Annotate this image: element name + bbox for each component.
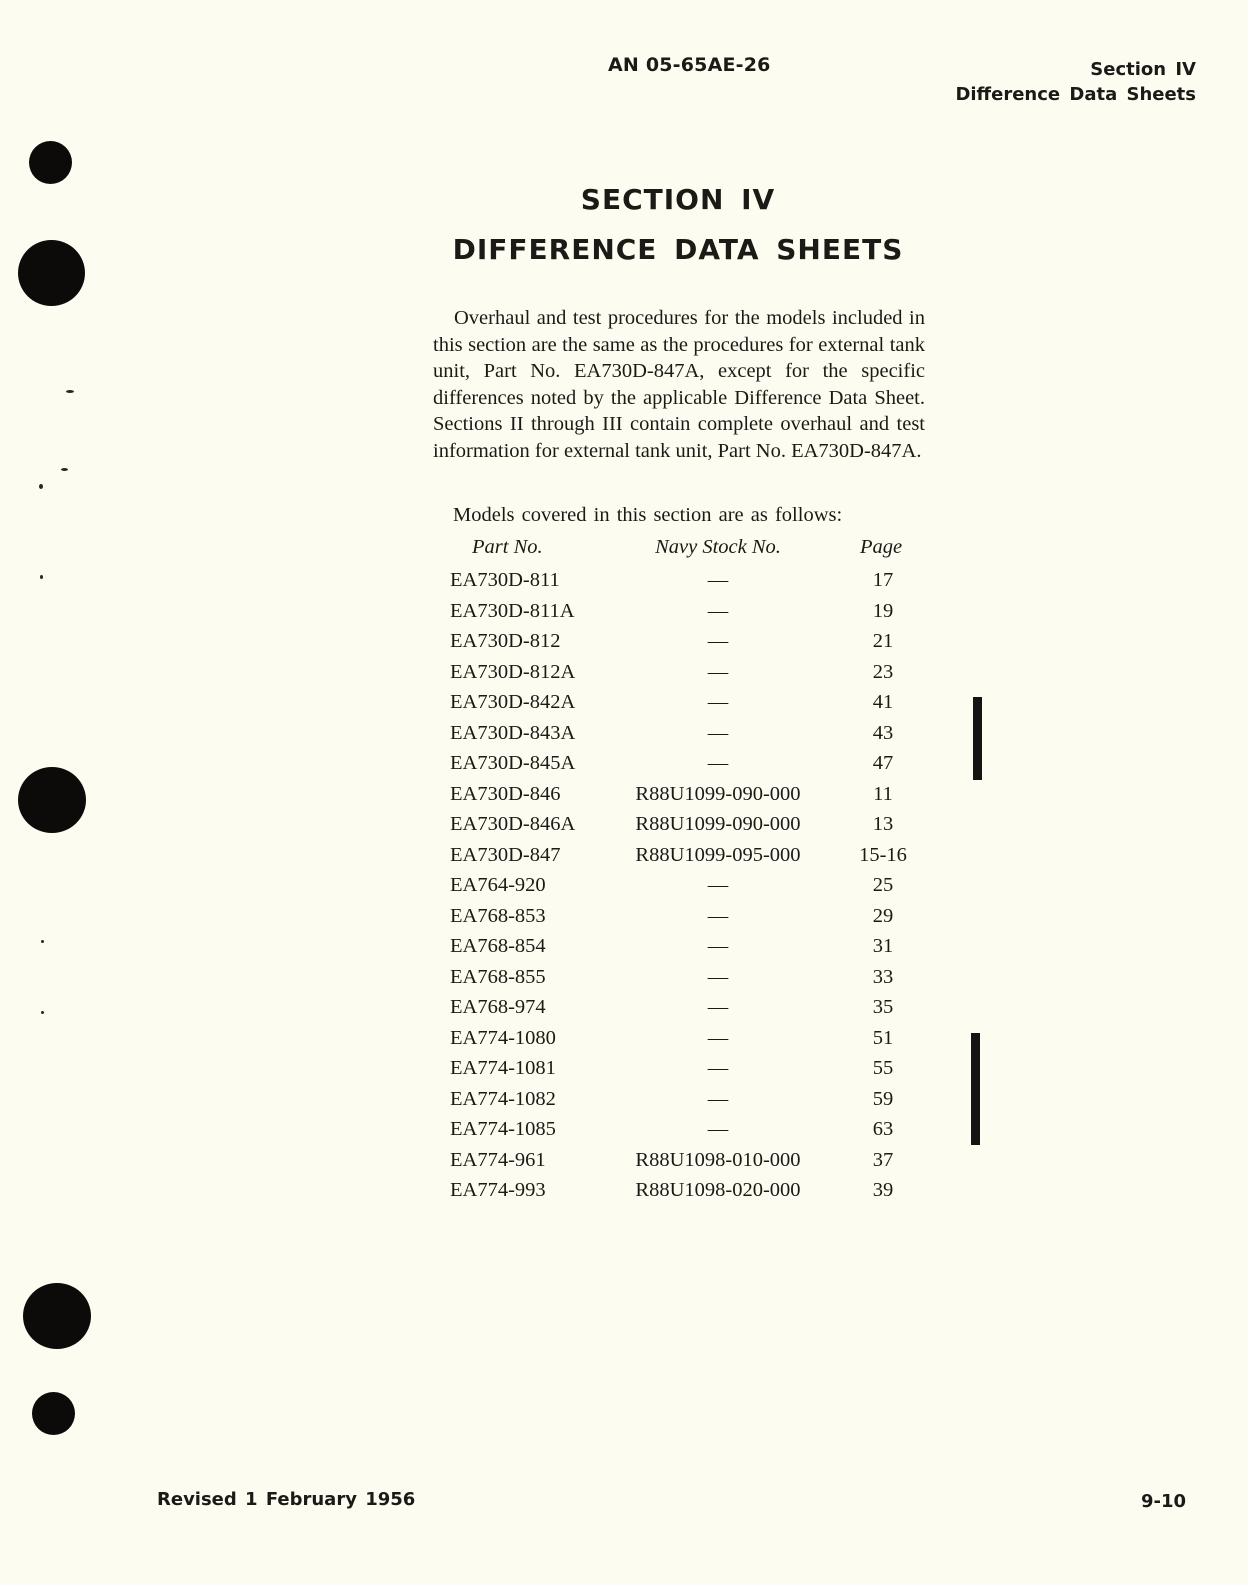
table-row bbox=[440, 1118, 920, 1149]
part-no: EA768-853 bbox=[450, 904, 546, 927]
table-row bbox=[440, 1088, 920, 1119]
table-row bbox=[440, 600, 920, 631]
part-no: EA730D-812 bbox=[450, 630, 561, 652]
section-subtitle: Difference Data Sheets bbox=[955, 84, 1196, 105]
page-ref: 11 bbox=[873, 782, 893, 805]
page-ref: 63 bbox=[872, 1118, 894, 1140]
table-row bbox=[440, 752, 920, 783]
navy-stock-no: — bbox=[707, 965, 729, 988]
part-no: EA730D-846A bbox=[450, 813, 576, 835]
part-no: EA730D-812A bbox=[450, 660, 576, 683]
page-ref: 21 bbox=[872, 630, 894, 652]
part-no: EA764-920 bbox=[450, 874, 546, 896]
navy-stock-no: R88U1099-090-000 bbox=[635, 782, 801, 805]
table-row bbox=[440, 844, 920, 875]
navy-stock-no: — bbox=[707, 1026, 729, 1049]
table-row bbox=[440, 783, 920, 814]
table-row bbox=[440, 996, 920, 1027]
page-ref: 41 bbox=[872, 691, 894, 713]
scan-speck bbox=[40, 575, 43, 579]
intro-paragraph: Overhaul and test procedures for the models included in this section are the same as the procedures for external tank unit, Part No. EA730D-847A, except for the specific differences noted by the applicable Difference Data Sheet. Sections II through III contain complete overhaul and test information for external tank unit, Part No. EA730D-847A. bbox=[433, 307, 925, 462]
punch-hole bbox=[23, 1283, 91, 1349]
part-no: EA730D-842A bbox=[450, 691, 576, 713]
part-no: EA730D-847 bbox=[450, 843, 561, 866]
section-label: Section IV bbox=[1090, 59, 1196, 80]
part-no: EA730D-845A bbox=[450, 752, 576, 774]
part-no: EA730D-811 bbox=[450, 569, 560, 591]
navy-stock-no: — bbox=[707, 630, 729, 652]
part-no: EA774-1082 bbox=[450, 1087, 556, 1110]
document-number: AN 05-65AE-26 bbox=[608, 54, 771, 76]
navy-stock-no: — bbox=[707, 752, 729, 774]
revision-date: Revised 1 February 1956 bbox=[157, 1489, 416, 1510]
navy-stock-no: — bbox=[707, 1087, 729, 1110]
scan-speck bbox=[39, 484, 43, 489]
part-no: EA774-993 bbox=[450, 1179, 546, 1201]
part-no: EA774-1085 bbox=[450, 1118, 556, 1140]
navy-stock-no: — bbox=[707, 599, 729, 622]
navy-stock-no: — bbox=[707, 569, 729, 591]
page-ref: 59 bbox=[872, 1087, 894, 1110]
part-no: EA730D-846 bbox=[450, 782, 561, 805]
scan-speck bbox=[66, 390, 74, 393]
navy-stock-no: — bbox=[707, 996, 729, 1018]
table-row bbox=[440, 966, 920, 997]
table-row bbox=[440, 813, 920, 844]
running-header bbox=[955, 57, 1196, 107]
table-row bbox=[440, 630, 920, 661]
navy-stock-no: R88U1099-090-000 bbox=[635, 813, 801, 835]
table-row bbox=[440, 1179, 920, 1210]
navy-stock-no: — bbox=[707, 874, 729, 896]
page-number: 9-10 bbox=[1140, 1491, 1186, 1512]
scan-speck bbox=[41, 1011, 44, 1014]
page-ref: 43 bbox=[872, 721, 894, 744]
part-no: EA730D-843A bbox=[450, 721, 576, 744]
part-no: EA768-974 bbox=[450, 996, 546, 1018]
page-ref: 23 bbox=[872, 660, 894, 683]
page-ref: 47 bbox=[872, 752, 894, 774]
page-ref: 19 bbox=[872, 599, 894, 622]
page-ref: 35 bbox=[872, 996, 894, 1018]
part-no: EA774-1080 bbox=[450, 1026, 556, 1049]
part-no: EA768-855 bbox=[450, 965, 546, 988]
table-row bbox=[440, 1027, 920, 1058]
page-ref: 29 bbox=[872, 904, 894, 927]
page-ref: 31 bbox=[872, 935, 894, 957]
navy-stock-no: — bbox=[707, 935, 729, 957]
table-row bbox=[440, 935, 920, 966]
navy-stock-no: — bbox=[707, 721, 729, 744]
table-row bbox=[440, 691, 920, 722]
column-header-part-no: Part No. bbox=[472, 536, 543, 558]
page-ref: 51 bbox=[872, 1026, 894, 1049]
column-header-page: Page bbox=[859, 536, 903, 558]
navy-stock-no: — bbox=[707, 904, 729, 927]
punch-hole bbox=[32, 1392, 75, 1435]
table-row bbox=[440, 1057, 920, 1088]
navy-stock-no: R88U1098-020-000 bbox=[635, 1179, 801, 1201]
revision-change-bar bbox=[973, 697, 982, 780]
table-row bbox=[440, 874, 920, 905]
part-no: EA768-854 bbox=[450, 935, 546, 957]
page-ref: 17 bbox=[872, 569, 894, 591]
table-row bbox=[440, 1149, 920, 1180]
navy-stock-no: — bbox=[707, 660, 729, 683]
page-ref: 37 bbox=[872, 1148, 894, 1171]
navy-stock-no: — bbox=[707, 691, 729, 713]
page-ref: 55 bbox=[872, 1057, 894, 1079]
navy-stock-no: — bbox=[707, 1118, 729, 1140]
models-lead-text: Models covered in this section are as follows: bbox=[453, 504, 843, 526]
navy-stock-no: R88U1099-095-000 bbox=[635, 843, 801, 866]
table-row bbox=[440, 569, 920, 600]
part-no: EA774-1081 bbox=[450, 1057, 556, 1079]
column-header-navy-stock-no: Navy Stock No. bbox=[655, 536, 781, 558]
table-row bbox=[440, 661, 920, 692]
page-ref: 33 bbox=[872, 965, 894, 988]
models-table bbox=[440, 536, 920, 1210]
scan-speck bbox=[41, 940, 44, 943]
punch-hole bbox=[18, 767, 86, 833]
navy-stock-no: R88U1098-010-000 bbox=[635, 1148, 801, 1171]
punch-hole bbox=[29, 141, 72, 184]
scan-speck bbox=[61, 468, 68, 471]
section-heading: DIFFERENCE DATA SHEETS bbox=[452, 233, 904, 266]
part-no: EA730D-811A bbox=[450, 599, 575, 622]
navy-stock-no: — bbox=[707, 1057, 729, 1079]
page-ref: 25 bbox=[872, 874, 894, 896]
page-ref: 13 bbox=[872, 813, 894, 835]
page-ref: 15-16 bbox=[859, 843, 907, 866]
section-title: SECTION IV bbox=[580, 183, 776, 216]
page-ref: 39 bbox=[872, 1179, 894, 1201]
table-row bbox=[440, 905, 920, 936]
table-header-row bbox=[440, 536, 920, 569]
revision-change-bar bbox=[971, 1033, 980, 1145]
table-row bbox=[440, 722, 920, 753]
part-no: EA774-961 bbox=[450, 1148, 546, 1171]
